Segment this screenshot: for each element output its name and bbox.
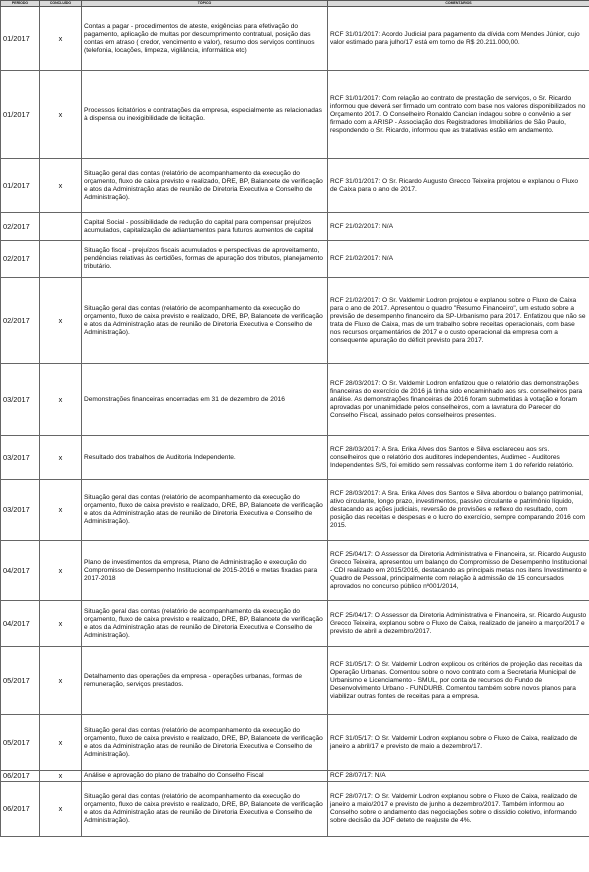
cell-comentario: RCF 31/01/2017: Acordo Judicial para pagamento da dívida com Mendes Júnior, cujo valor estimado para julho/17 está em torno de R$ 20.211.000,00.: [328, 7, 589, 71]
table-row: [1, 715, 589, 771]
cell-topico: Plano de investimentos da empresa, Plano de Administração e execução do Compromisso de Desempenho Institucional de 2015-2016 e metas fixadas para 2017-2018: [82, 541, 328, 601]
header-comentarios: COMENTÁRIOS: [328, 1, 589, 7]
cell-topico: Processos licitatórios e contratações da empresa, especialmente as relacionadas à dispensa ou inexigibilidade de licitação.: [82, 71, 328, 159]
cell-concluido: [40, 241, 82, 278]
cell-concluido: x: [40, 278, 82, 364]
cell-periodo: 02/2017: [1, 241, 40, 278]
cell-periodo: 06/2017: [1, 771, 40, 782]
table-row: [1, 601, 589, 647]
cell-periodo: 04/2017: [1, 541, 40, 601]
cell-topico: Detalhamento das operações da empresa - operações urbanas, formas de remuneração, serviços prestados.: [82, 647, 328, 715]
cell-concluido: x: [40, 782, 82, 837]
table-row: [1, 771, 589, 782]
cell-comentario: RCF 28/07/17: O Sr. Valdemir Lodron explanou sobre o Fluxo de Caixa, realizado de janeiro a maio/2017 e previsto de junho a dezembro/2017. Também informou ao Conselho sobre o andamento das negociações sobre o dissídio coletivo, informando sobre decisão da JOF deteto de reajuste de 4%.: [328, 782, 589, 837]
cell-topico: Situação geral das contas (relatório de acompanhamento da execução do orçamento, fluxo de caixa previsto e realizado, DRE, BP, Balancete de verificação e atos da Administração atas de reunião de Diretoria Executiva e Conselho de Administração).: [82, 782, 328, 837]
cell-periodo: 04/2017: [1, 601, 40, 647]
cell-topico: Demonstrações financeiras encerradas em 31 de dezembro de 2016: [82, 364, 328, 436]
table-row: [1, 278, 589, 364]
cell-comentario: RCF 31/01/2017: O Sr. Ricardo Augusto Grecco Teixeira projetou e explanou o Fluxo de Caixa para o ano de 2017.: [328, 159, 589, 213]
cell-periodo: 06/2017: [1, 782, 40, 837]
table-row: [1, 213, 589, 241]
cell-topico: Situação geral das contas (relatório de acompanhamento da execução do orçamento, fluxo de caixa previsto e realizado, DRE, BP, Balancete de verificação e atos da Administração atas de reunião de Diretoria Executiva e Conselho de Administração).: [82, 715, 328, 771]
cell-concluido: x: [40, 647, 82, 715]
header-periodo: PERÍODO: [1, 1, 40, 7]
cell-topico: Capital Social - possibilidade de redução do capital para compensar prejuízos acumulados, capitalização de adiantamentos para futuros aumentos de capital: [82, 213, 328, 241]
cell-topico: Situação geral das contas (relatório de acompanhamento da execução do orçamento, fluxo de caixa previsto e realizado, DRE, BP, Balancete de verificação e atos da Administração atas de reunião de Diretoria Executiva e Conselho de Administração).: [82, 480, 328, 541]
table-row: [1, 7, 589, 71]
table-row: [1, 241, 589, 278]
cell-topico: Situação geral das contas (relatório de acompanhamento da execução do orçamento, fluxo de caixa previsto e realizado, DRE, BP, Balancete de verificação e atos da Administração atas de reunião de Diretoria Executiva e Conselho de Administração).: [82, 159, 328, 213]
cell-topico: Situação geral das contas (relatório de acompanhamento da execução do orçamento, fluxo de caixa previsto e realizado, DRE, BP, Balancete de verificação e atos da Administração atas de reunião de Diretoria Executiva e Conselho de Administração).: [82, 278, 328, 364]
cell-comentario: RCF 31/05/17: O Sr. Valdemir Lodron explanou sobre o Fluxo de Caixa, realizado de janeiro a abril/17 e previsto de maio a dezembro/17.: [328, 715, 589, 771]
header-concluido: CONCLUÍDO: [40, 1, 82, 7]
cell-comentario: RCF 25/04/17: O Assessor da Diretoria Administrativa e Financeira, sr. Ricardo Augusto Grecco Teixeira, explanou sobre o Fluxo de Caixa, realizado de janeiro a março/2017 e previsto de abril a dezembro/2017.: [328, 601, 589, 647]
cell-comentario: RCF 28/03/2017: O Sr. Valdemir Lodron enfatizou que o relatório das demonstrações financeiras do exercício de 2016 já tinha sido encaminhado aos srs. conselheiros para análise. As demonstrações financeiras de 2016 foram submetidas à votação e foram aprovadas por unanimidade pelos conselheiros, com a lavratura do Parecer do Conselho Fiscal, assinado pelos conselheiros presentes.: [328, 364, 589, 436]
cell-concluido: x: [40, 364, 82, 436]
cell-comentario: RCF 28/03/2017: A Sra. Erika Alves dos Santos e Silva abordou o balanço patrimonial, ativo circulante, longo prazo, investimentos, passivo circulante e patrimônio líquido, destacando as ações judiciais, reversão de provisões e reflexo do resultado, com posição das receitas e despesas e o lucro do exercício, sempre comparando 2016 com 2015.: [328, 480, 589, 541]
table-row: [1, 71, 589, 159]
table-row: [1, 364, 589, 436]
header-topico: TÓPICO: [82, 1, 328, 7]
cell-concluido: x: [40, 541, 82, 601]
cell-concluido: x: [40, 71, 82, 159]
cell-concluido: x: [40, 715, 82, 771]
cell-concluido: x: [40, 601, 82, 647]
table-row: [1, 782, 589, 837]
table-row: [1, 647, 589, 715]
cell-topico: Situação fiscal - prejuízos fiscais acumulados e perspectivas de aproveitamento, pendências relativas às certidões, formas de apuração dos tributos, planejamento tributário.: [82, 241, 328, 278]
table-row: [1, 541, 589, 601]
cell-periodo: 01/2017: [1, 159, 40, 213]
cell-periodo: 01/2017: [1, 7, 40, 71]
cell-periodo: 05/2017: [1, 647, 40, 715]
table-row: [1, 159, 589, 213]
cell-comentario: RCF 31/01/2017: Com relação ao contrato de prestação de serviços, o Sr. Ricardo informou que deverá ser firmado um contrato com base nos valores disponibilizados no Orçamento 2017. O Conselheiro Ronaldo Cancian indagou sobre o convênio a ser firmado com a ARISP - Associação dos Registradores Imobiliários de São Paulo, respondendo o Sr. Ricardo, informou que as tratativas estão em andamento.: [328, 71, 589, 159]
table-row: [1, 436, 589, 480]
cell-periodo: 02/2017: [1, 213, 40, 241]
cell-periodo: 03/2017: [1, 480, 40, 541]
cell-comentario: RCF 21/02/2017: O Sr. Valdemir Lodron projetou e explanou sobre o Fluxo de Caixa para o ano de 2017. Apresentou o quadro "Resumo Financeiro", um estudo sobre a previsão de desempenho financeiro da SP-Urbanismo para 2017. Enfatizou que não se trata de Fluxo de Caixa, mas de um trabalho sobre receitas operacionais, com base nos recursos orçamentários de 2017 e o custo operacional da empresa com a consequente apuração do déficit previsto para 2017.: [328, 278, 589, 364]
cell-concluido: x: [40, 7, 82, 71]
cell-periodo: 05/2017: [1, 715, 40, 771]
cell-comentario: RCF 28/03/2017: A Sra. Erika Alves dos Santos e Silva esclareceu aos srs. conselheiros que o relatório dos auditores independentes, Audimec - Auditores Independentes S/S, foi emitido sem ressalvas conforme item 1 do referido relatório.: [328, 436, 589, 480]
cell-periodo: 02/2017: [1, 278, 40, 364]
cell-concluido: x: [40, 771, 82, 782]
cell-topico: Situação geral das contas (relatório de acompanhamento da execução do orçamento, fluxo de caixa previsto e realizado, DRE, BP, Balancete de verificação e atos da Administração atas de reunião de Diretoria Executiva e Conselho de Administração).: [82, 601, 328, 647]
cell-comentario: RCF 31/05/17: O Sr. Valdemir Lodron explicou os critérios de projeção das receitas da Operação Urbanas. Comentou sobre o novo contrato com a Secretaria Municipal de Urbanismo e Licenciamento - SMUL, por conta de recursos do Fundo de Desenvolvimento Urbano - FUNDURB. Comentou também sobre novos planos para viabilizar outras fontes de receitas para a empresa.: [328, 647, 589, 715]
table-row: [1, 480, 589, 541]
cell-concluido: [40, 213, 82, 241]
cell-periodo: 03/2017: [1, 436, 40, 480]
cell-topico: Análise e aprovação do plano de trabalho do Conselho Fiscal: [82, 771, 328, 782]
cell-periodo: 01/2017: [1, 71, 40, 159]
cell-concluido: x: [40, 436, 82, 480]
cell-topico: Contas a pagar - procedimentos de ateste, exigências para efetivação do pagamento, aplicação de multas por descumprimento contratual, posição das contas em atraso ( credor, vencimento e valor), resumo dos serviços contínuos (telefonia, locações, limpeza, vigilância, informática etc): [82, 7, 328, 71]
cell-concluido: x: [40, 159, 82, 213]
cell-comentario: RCF 25/04/17: O Assessor da Diretoria Administrativa e Financeira, sr. Ricardo Augusto Grecco Teixeira, apresentou um balanço do Compromisso de Desempenho Institucional - CDI realizado em 2015/2016, destacando as principais metas nos itens Investimento e Quadro de Pessoal, principalmente com relação à admissão de 15 concursados aprovados no concurso público nº001/2014,: [328, 541, 589, 601]
cell-periodo: 03/2017: [1, 364, 40, 436]
cell-topico: Resultado dos trabalhos de Auditoria Independente.: [82, 436, 328, 480]
cell-comentario: RCF 21/02/2017: N/A: [328, 213, 589, 241]
cell-comentario: RCF 21/02/2017: N/A: [328, 241, 589, 278]
cell-concluido: x: [40, 480, 82, 541]
cell-comentario: RCF 28/07/17: N/A: [328, 771, 589, 782]
